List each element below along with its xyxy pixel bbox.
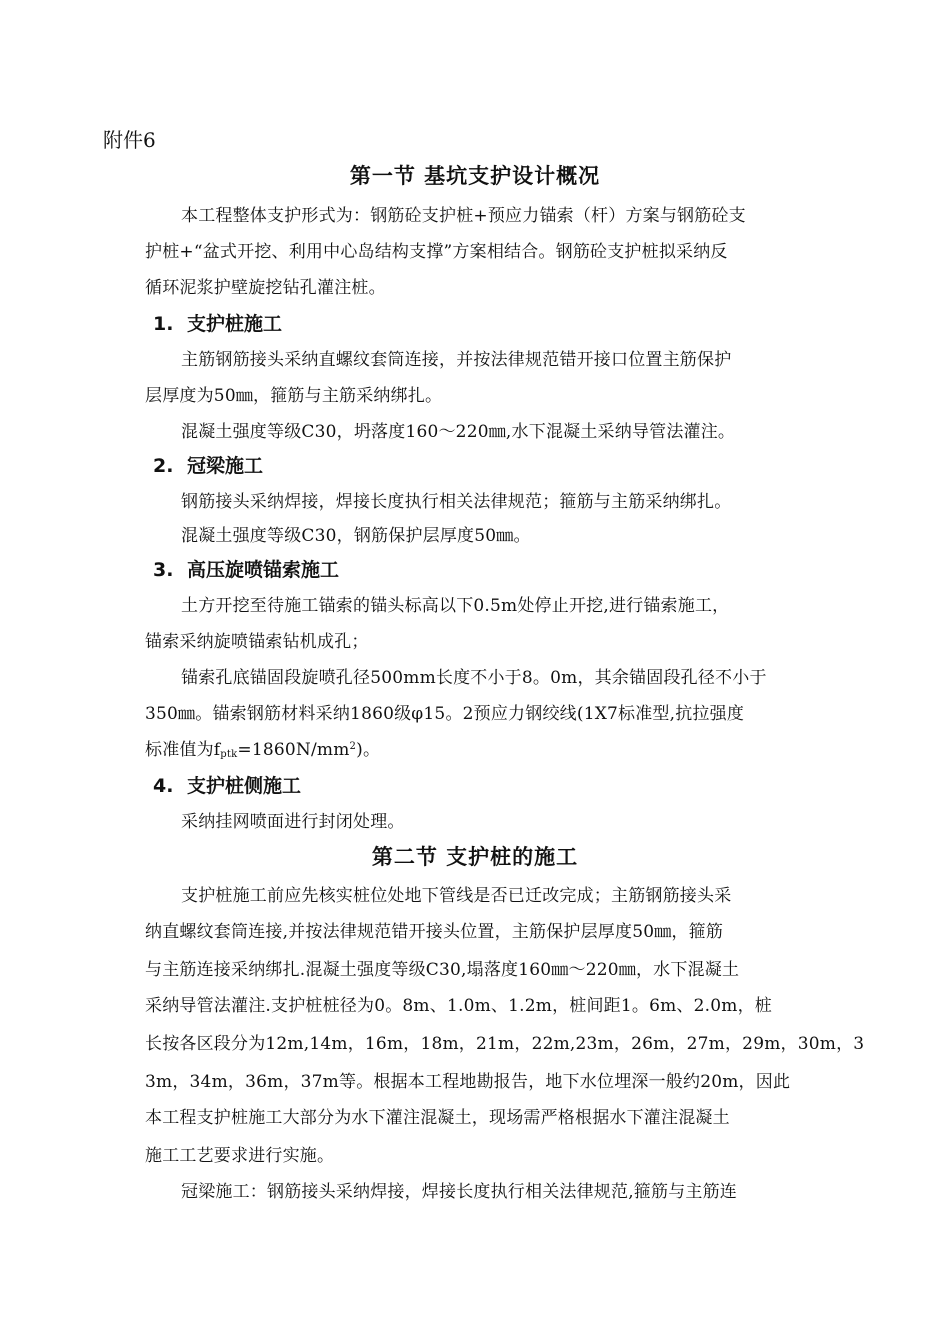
section-2-title: 第二节 支护桩的施工 bbox=[371, 845, 579, 869]
subheading-title: 支护桩侧施工 bbox=[187, 775, 302, 797]
paragraph-line: 与主筋连接采纳绑扎.混凝土强度等级C30,塌落度160㎜～220㎜，水下混凝土 bbox=[145, 960, 740, 980]
paragraph-line: 冠梁施工：钢筋接头采纳焊接，焊接长度执行相关法律规范,箍筋与主筋连 bbox=[181, 1182, 738, 1202]
paragraph-line: 350㎜。锚索钢筋材料采纳1860级φ15。2预应力钢绞线(1X7标准型,抗拉强度 bbox=[145, 704, 745, 724]
paragraph-line: 层厚度为50㎜，箍筋与主筋采纳绑扎。 bbox=[145, 386, 443, 406]
paragraph-line: 土方开挖至待施工锚索的锚头标高以下0.5m处停止开挖,进行锚索施工， bbox=[181, 596, 730, 616]
paragraph-line: 施工工艺要求进行实施。 bbox=[145, 1146, 335, 1166]
paragraph-line: 本工程支护桩施工大部分为水下灌注混凝土，现场需严格根据水下灌注混凝土 bbox=[145, 1108, 730, 1128]
paragraph-line: 长按各区段分为12m,14m，16m，18m，21m，22m,23m，26m，27m，29m，30m，3 bbox=[145, 1034, 865, 1054]
paragraph-line: 锚索孔底锚固段旋喷孔径500mm长度不小于8。0m，其余锚固段孔径不小于 bbox=[181, 668, 767, 688]
paragraph-line: 采纳导管法灌注.支护桩桩径为0。8m、1.0m、1.2m，桩间距1。6m、2.0m，桩 bbox=[145, 996, 772, 1016]
subheading-number: 4. bbox=[153, 775, 174, 797]
paragraph-line: 3m，34m，36m，37m等。根据本工程地勘报告，地下水位埋深一般约20m，因此 bbox=[145, 1072, 791, 1092]
subheading-2 bbox=[153, 451, 263, 478]
paragraph-line: 锚索采纳旋喷锚索钻机成孔； bbox=[145, 632, 369, 652]
paragraph-line: 支护桩施工前应先核实桩位处地下管线是否已迁改完成；主筋钢筋接头采 bbox=[181, 886, 732, 906]
paragraph-line: 循环泥浆护壁旋挖钻孔灌注桩。 bbox=[145, 278, 386, 298]
subheading-1 bbox=[153, 309, 282, 336]
subheading-title: 支护桩施工 bbox=[187, 313, 283, 335]
paragraph-line: 本工程整体支护形式为：钢筋砼支护桩+预应力锚索（杆）方案与钢筋砼支 bbox=[181, 206, 746, 226]
subheading-title: 冠梁施工 bbox=[187, 455, 264, 477]
subheading-3 bbox=[153, 555, 339, 582]
subheading-number: 1. bbox=[153, 313, 174, 335]
formula-line: 标准值为$f_{ptk}=1860N/mm^2$)。 bbox=[145, 740, 381, 760]
paragraph-line: 混凝土强度等级C30，钢筋保护层厚度50㎜。 bbox=[181, 526, 531, 546]
paragraph-line: 主筋钢筋接头采纳直螺纹套筒连接，并按法律规范错开接口位置主筋保护 bbox=[181, 350, 732, 370]
subheading-title: 高压旋喷锚索施工 bbox=[187, 559, 340, 581]
subheading-number: 2. bbox=[153, 455, 174, 477]
subheading-number: 3. bbox=[153, 559, 174, 581]
subscript: ptk bbox=[220, 749, 238, 760]
paragraph-line: 采纳挂网喷面进行封闭处理。 bbox=[181, 812, 405, 832]
attachment-label: 附件6 bbox=[103, 128, 156, 152]
subheading-4 bbox=[153, 771, 301, 798]
paragraph-line: 纳直螺纹套筒连接,并按法律规范错开接头位置，主筋保护层厚度50㎜，箍筋 bbox=[145, 922, 724, 942]
section-1-title: 第一节 基坑支护设计概况 bbox=[349, 164, 601, 188]
superscript: 2 bbox=[349, 741, 357, 752]
paragraph-line: 钢筋接头采纳焊接，焊接长度执行相关法律规范；箍筋与主筋采纳绑扎。 bbox=[181, 492, 732, 512]
paragraph-line: 护桩+“盆式开挖、利用中心岛结构支撑”方案相结合。钢筋砼支护桩拟采纳反 bbox=[145, 242, 728, 262]
paragraph-line: 混凝土强度等级C30，坍落度160～220㎜,水下混凝土采纳导管法灌注。 bbox=[181, 422, 736, 442]
